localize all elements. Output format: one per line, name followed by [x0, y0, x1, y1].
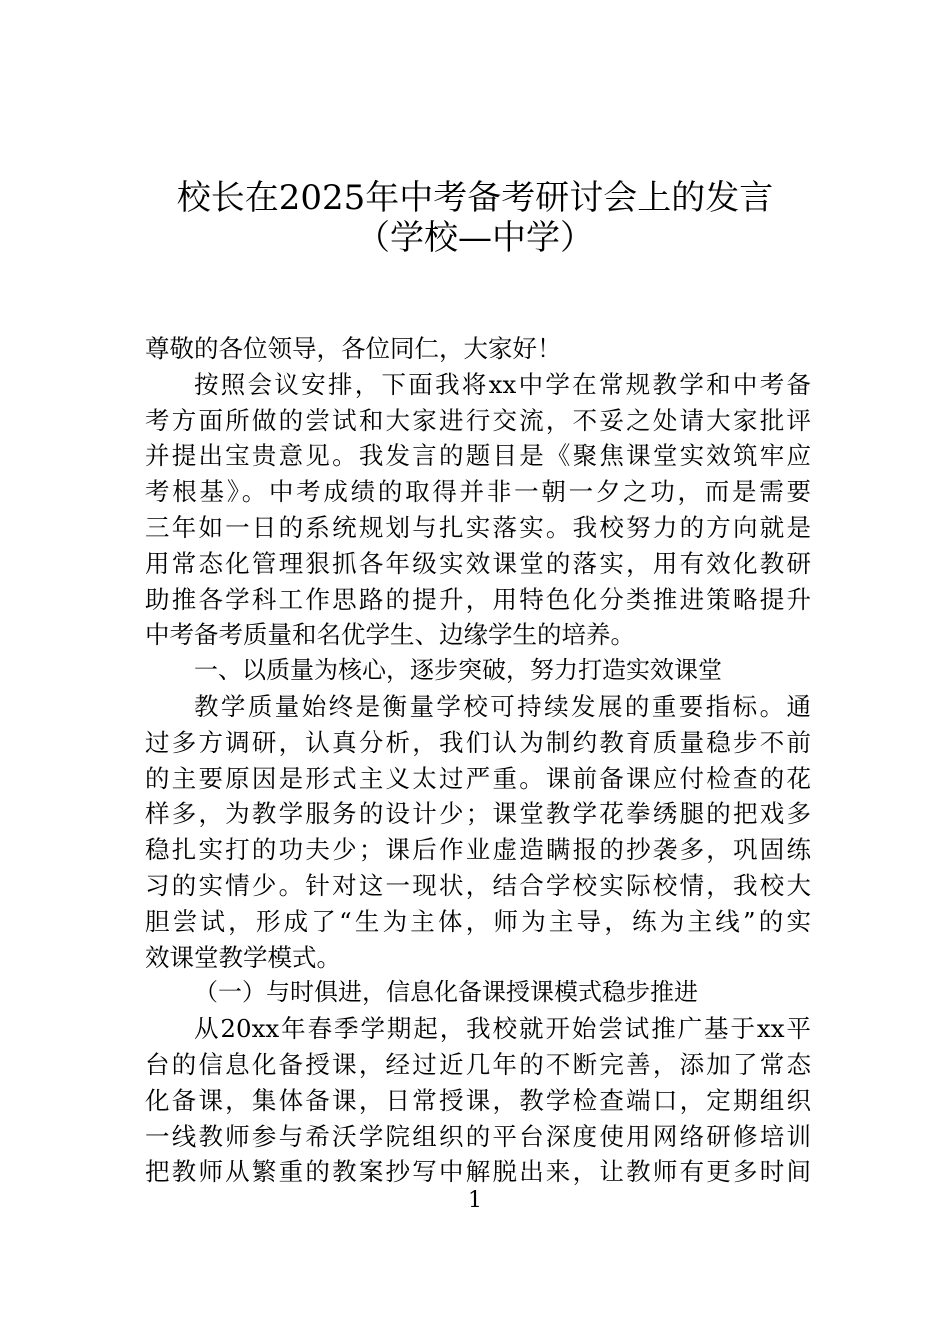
paragraph-line: 习的实情少。针对这一现状，结合学校实际校情，我校大 — [145, 870, 811, 900]
paragraph-line: 一线教师参与希沃学院组织的平台深度使用网络研修培训 — [145, 1121, 811, 1151]
paragraph-line: 考根基》。中考成绩的取得并非一朝一夕之功，而是需要 — [145, 477, 811, 507]
section-heading: 一、以质量为核心，逐步突破，努力打造实效课堂 — [194, 656, 722, 685]
paragraph-line: 台的信息化备授课，经过近几年的不断完善，添加了常态 — [145, 1049, 811, 1079]
paragraph-line: 考方面所做的尝试和大家进行交流，不妥之处请大家批评 — [145, 405, 811, 435]
greeting-line: 尊敬的各位领导，各位同仁，大家好！ — [145, 334, 562, 363]
paragraph-line: 并提出宝贵意见。我发言的题目是《聚焦课堂实效筑牢应 — [145, 441, 811, 471]
paragraph-line: 把教师从繁重的教案抄写中解脱出来，让教师有更多时间 — [145, 1157, 811, 1187]
subsection-heading: （一）与时俱进，信息化备课授课模式稳步推进 — [194, 978, 698, 1007]
document-subtitle: （学校—中学） — [356, 218, 594, 258]
paragraph-line: 中考备考质量和名优学生、边缘学生的培养。 — [145, 620, 635, 650]
page-number: 1 — [468, 1188, 482, 1213]
paragraph-line: 过多方调研，认真分析，我们认为制约教育质量稳步不前 — [145, 727, 811, 757]
paragraph-line: 用常态化管理狠抓各年级实效课堂的落实，用有效化教研 — [145, 548, 811, 578]
paragraph-line: 的主要原因是形式主义太过严重。课前备课应付检查的花 — [145, 763, 811, 793]
paragraph-line: 按照会议安排，下面我将xx中学在常规教学和中考备 — [194, 369, 811, 399]
paragraph-line: 效课堂教学模式。 — [145, 942, 341, 972]
document-body — [145, 331, 811, 1190]
paragraph-line: 教学质量始终是衡量学校可持续发展的重要指标。通 — [194, 691, 811, 721]
paragraph-line: 三年如一日的系统规划与扎实落实。我校努力的方向就是 — [145, 512, 811, 542]
paragraph-line: 从20xx年春季学期起，我校就开始尝试推广基于xx平 — [194, 1014, 811, 1044]
paragraph-line: 化备课，集体备课，日常授课，教学检查端口，定期组织 — [145, 1085, 811, 1115]
paragraph-line: 助推各学科工作思路的提升，用特色化分类推进策略提升 — [145, 584, 811, 614]
paragraph-line: 稳扎实打的功夫少；课后作业虚造瞒报的抄袭多，巩固练 — [145, 835, 811, 865]
paragraph-line: 样多，为教学服务的设计少；课堂教学花拳绣腿的把戏多 — [145, 799, 811, 829]
document-title: 校长在2025年中考备考研讨会上的发言 — [176, 178, 774, 218]
paragraph-line: 胆尝试，形成了“生为主体，师为主导，练为主线”的实 — [145, 906, 811, 936]
